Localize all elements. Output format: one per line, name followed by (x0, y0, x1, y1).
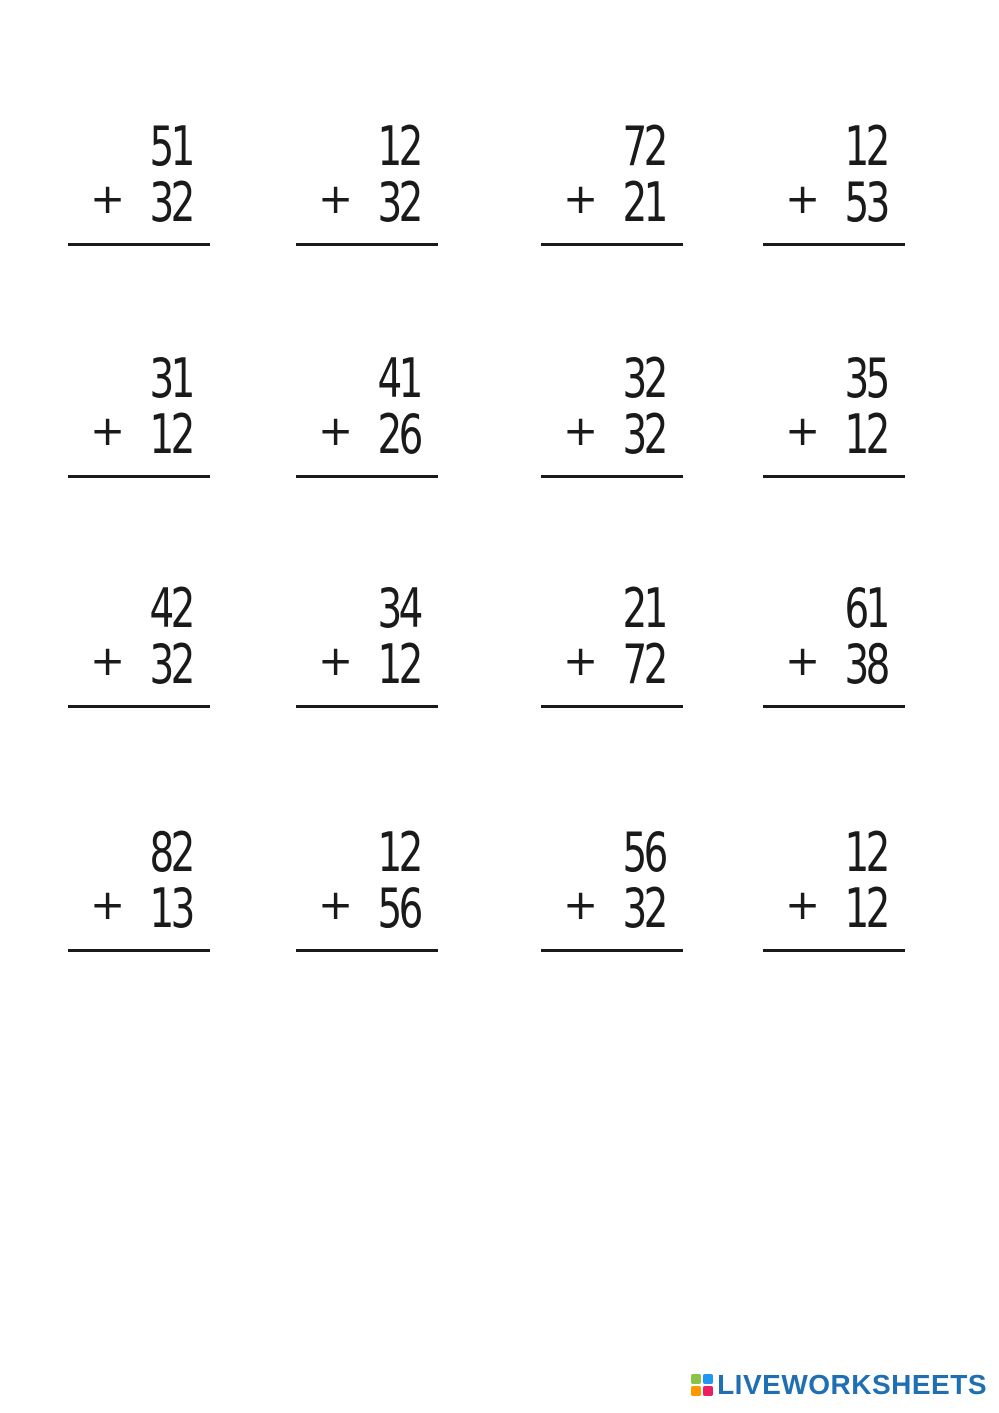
answer-line (68, 243, 210, 246)
logo-square-1 (691, 1374, 701, 1384)
bottom-addend: 38 (844, 633, 887, 696)
top-addend: 41 (377, 347, 420, 410)
plus-sign: + (318, 174, 354, 223)
bottom-addend: 26 (377, 403, 420, 466)
answer-line (541, 705, 683, 708)
logo-square-2 (703, 1374, 713, 1384)
addition-problem (68, 347, 210, 492)
answer-line (68, 475, 210, 478)
bottom-addend: 53 (844, 171, 887, 234)
answer-line (763, 705, 905, 708)
top-addend: 51 (149, 115, 192, 178)
plus-sign: + (318, 880, 354, 929)
plus-sign: + (563, 174, 599, 223)
logo-square-4 (703, 1386, 713, 1396)
plus-sign: + (785, 406, 821, 455)
addition-problem (296, 347, 438, 492)
addition-problem (541, 577, 683, 722)
answer-line (296, 949, 438, 952)
bottom-addend: 12 (149, 403, 192, 466)
plus-sign: + (785, 880, 821, 929)
addition-problem (68, 577, 210, 722)
top-addend: 12 (377, 821, 420, 884)
top-addend: 21 (622, 577, 665, 640)
answer-line (763, 243, 905, 246)
top-addend: 42 (149, 577, 192, 640)
plus-sign: + (563, 880, 599, 929)
answer-line (68, 949, 210, 952)
top-addend: 35 (844, 347, 887, 410)
plus-sign: + (90, 636, 126, 685)
liveworksheets-logo-icon (691, 1374, 713, 1396)
bottom-addend: 32 (622, 877, 665, 940)
top-addend: 82 (149, 821, 192, 884)
logo-square-3 (691, 1386, 701, 1396)
top-addend: 12 (844, 821, 887, 884)
answer-line (763, 949, 905, 952)
plus-sign: + (318, 406, 354, 455)
bottom-addend: 56 (377, 877, 420, 940)
answer-line (296, 475, 438, 478)
top-addend: 31 (149, 347, 192, 410)
plus-sign: + (785, 636, 821, 685)
answer-line (541, 243, 683, 246)
bottom-addend: 32 (149, 633, 192, 696)
bottom-addend: 12 (844, 877, 887, 940)
addition-problem (541, 115, 683, 260)
addition-problem (296, 115, 438, 260)
answer-line (296, 705, 438, 708)
addition-problem (296, 821, 438, 966)
addition-problem (541, 821, 683, 966)
answer-line (541, 949, 683, 952)
plus-sign: + (563, 636, 599, 685)
addition-problem (763, 821, 905, 966)
liveworksheets-brand[interactable] (691, 1371, 987, 1399)
answer-line (296, 243, 438, 246)
bottom-addend: 72 (622, 633, 665, 696)
addition-problem (541, 347, 683, 492)
plus-sign: + (90, 880, 126, 929)
bottom-addend: 21 (622, 171, 665, 234)
addition-problem (68, 821, 210, 966)
plus-sign: + (90, 174, 126, 223)
top-addend: 12 (844, 115, 887, 178)
answer-line (763, 475, 905, 478)
top-addend: 56 (622, 821, 665, 884)
top-addend: 34 (377, 577, 420, 640)
bottom-addend: 13 (149, 877, 192, 940)
top-addend: 61 (844, 577, 887, 640)
plus-sign: + (90, 406, 126, 455)
bottom-addend: 32 (622, 403, 665, 466)
brand-name: LIVEWORKSHEETS (717, 1369, 987, 1400)
addition-problem (763, 577, 905, 722)
addition-problem (763, 347, 905, 492)
top-addend: 32 (622, 347, 665, 410)
plus-sign: + (785, 174, 821, 223)
bottom-addend: 12 (377, 633, 420, 696)
addition-problem (296, 577, 438, 722)
answer-line (541, 475, 683, 478)
top-addend: 72 (622, 115, 665, 178)
bottom-addend: 12 (844, 403, 887, 466)
bottom-addend: 32 (377, 171, 420, 234)
plus-sign: + (318, 636, 354, 685)
addition-problem (68, 115, 210, 260)
top-addend: 12 (377, 115, 420, 178)
answer-line (68, 705, 210, 708)
addition-problem (763, 115, 905, 260)
bottom-addend: 32 (149, 171, 192, 234)
plus-sign: + (563, 406, 599, 455)
